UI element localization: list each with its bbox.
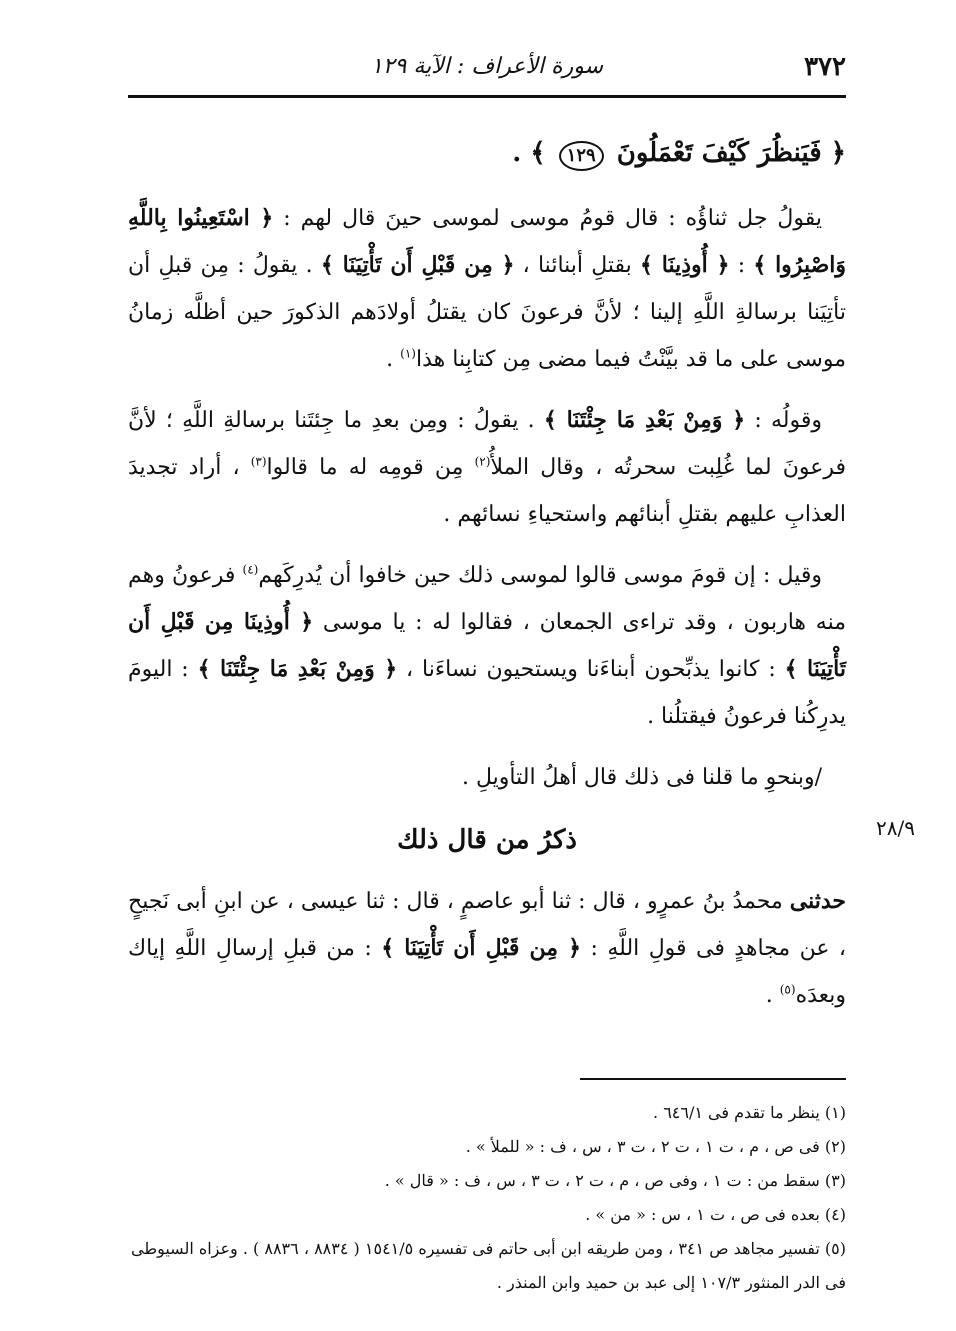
quran-quote: ﴿ مِن قَبْلِ أَن تَأْتِيَنَا ﴾ (320, 252, 515, 278)
para1-text-a: يقولُ جل ثناؤُه : قال قومُ موسى لموسى حينَ قال لهم : (273, 206, 822, 231)
page-header (128, 48, 846, 88)
main-text (128, 130, 846, 1033)
para3-text-d: : اليومَ يدرِكُنا فرعونُ فيقتلُنا . (128, 657, 846, 729)
para1-text-c: بقتلِ أبنائنا ، (514, 253, 640, 278)
section-heading: ذكرُ من قال ذلك (397, 825, 577, 855)
paragraph-1 (128, 195, 846, 383)
ayah-number-marker: ١٢٩ (559, 141, 604, 171)
footnote-item: (٥) تفسير مجاهد ص ٣٤١ ، ومن طريقه ابن أبى حاتم فى تفسيره ١٥٤١/٥ ( ٨٨٣٤ ، ٨٨٣٦ ) . وعزاه السيوطى فى الدر المنثور ١٠٧/٣ إلى عبد بن حميد وابن المنذر . (131, 1239, 846, 1292)
para3-text-c: : كانوا يذبِّحون أبناءَنا ويستحيون نساءَنا ، (397, 657, 785, 682)
footnote-rule (580, 1078, 846, 1080)
para1-end: . (386, 347, 401, 372)
page-number: ٣٧٢ (804, 52, 846, 82)
footnote-item: (١) ينظر ما تقدم فى ٦٤٦/١ . (653, 1103, 846, 1122)
quran-quote: ﴿ أُوذِينَا ﴾ (639, 252, 730, 278)
footnotes (128, 1096, 846, 1300)
para3-text-a: وقيل : إن قومَ موسى قالوا لموسى ذلك حين خافوا أن يُدرِكَهم (258, 563, 822, 588)
footnote-ref: (٥) (779, 982, 796, 997)
para2-text-a: وقولُه : (745, 408, 822, 433)
running-title: سورة الأعراف : الآية ١٢٩ (370, 54, 604, 79)
quran-quote: ﴿ وَمِنْ بَعْدِ مَا جِئْتَنَا ﴾ (543, 407, 746, 433)
verse-close: ﴾ . (512, 138, 546, 168)
header-rule (128, 95, 846, 98)
para1-text-b: : (729, 253, 754, 278)
isnad-lead: حدثنى (789, 888, 846, 914)
footnote-item: (٤) بعده فى ص ، ت ١ ، س : « من » . (585, 1205, 846, 1224)
quran-quote: ﴿ أُوذِينَا مِن قَبْلِ أَن تَأْتِيَنَا ﴾ (128, 609, 846, 682)
footnote-ref: (٣) (250, 454, 267, 469)
para5-end: . (765, 983, 780, 1008)
paragraph-2 (128, 397, 846, 538)
para3-text-b: فرعونُ وهم منه هاربون ، وقد تراءى الجمعان ، فقالوا له : يا موسى (128, 563, 846, 635)
quran-quote: ﴿ اسْتَعِينُوا بِاللَّهِ وَاصْبِرُوا ﴾ (128, 205, 846, 278)
para1-text-d: . يقولُ : مِن قبلِ أن تأتِيَنا برسالةِ اللَّهِ إلينا ؛ لأنَّ فرعونَ كان يقتلُ أولادَهم الذكورَ حين أظلَّه زمانُ موسى على ما قد بيَّنْتُ فيما مضى مِن كتابِنا هذا (128, 253, 846, 372)
para5-text-a: محمدُ بنُ عمرٍو ، قال : ثنا أبو عاصمٍ ، قال : ثنا عيسى ، عن ابنِ أبى نَجيحٍ ، عن مجاهدٍ فى قولِ اللَّهِ : (128, 889, 846, 961)
footnote-ref: (٤) (242, 562, 259, 577)
footnote-item: (٣) سقط من : ت ١ ، وفى ص ، م ، ت ٢ ، ت ٣ ، س ، ف : « قال » . (384, 1171, 846, 1190)
para2-text-c: مِن قومِه له ما قالوا (266, 455, 475, 480)
quran-quote: ﴿ وَمِنْ بَعْدِ مَا جِئْتَنَا ﴾ (197, 656, 398, 682)
verse-text: ﴿ فَيَنظُرَ كَيْفَ تَعْمَلُونَ (616, 138, 846, 168)
verse-line (128, 130, 846, 177)
para5-text-b: : من قبلِ إرسالِ اللَّهِ إياك وبعدَه (128, 936, 846, 1008)
footnote-ref: (١) (400, 346, 416, 361)
paragraph-3 (128, 552, 846, 740)
quran-quote: ﴿ مِن قَبْلِ أَن تَأْتِيَنَا ﴾ (381, 935, 582, 961)
footnote-item: (٢) فى ص ، م ، ت ١ ، ت ٢ ، ت ٣ ، س ، ف : « للملأ » . (465, 1137, 846, 1156)
paragraph-4 (128, 754, 846, 801)
margin-volume-page-note: ٢٨/٩ (876, 816, 915, 840)
para4-text: /وبنحوِ ما قلنا فى ذلك قال أهلُ التأويلِ . (462, 765, 822, 790)
para2-text-b: . يقولُ : ومِن بعدِ ما جِئتَنا برسالةِ اللَّهِ ؛ لأنَّ فرعونَ لما غُلِبت سحرتُه ، وقال الملأُ (128, 408, 846, 480)
para2-text-d: ، أراد تجديدَ العذابِ عليهم بقتلِ أبنائهم واستحياءِ نسائهم . (128, 455, 846, 527)
paragraph-5 (128, 878, 846, 1019)
footnote-ref: (٢) (474, 454, 491, 469)
